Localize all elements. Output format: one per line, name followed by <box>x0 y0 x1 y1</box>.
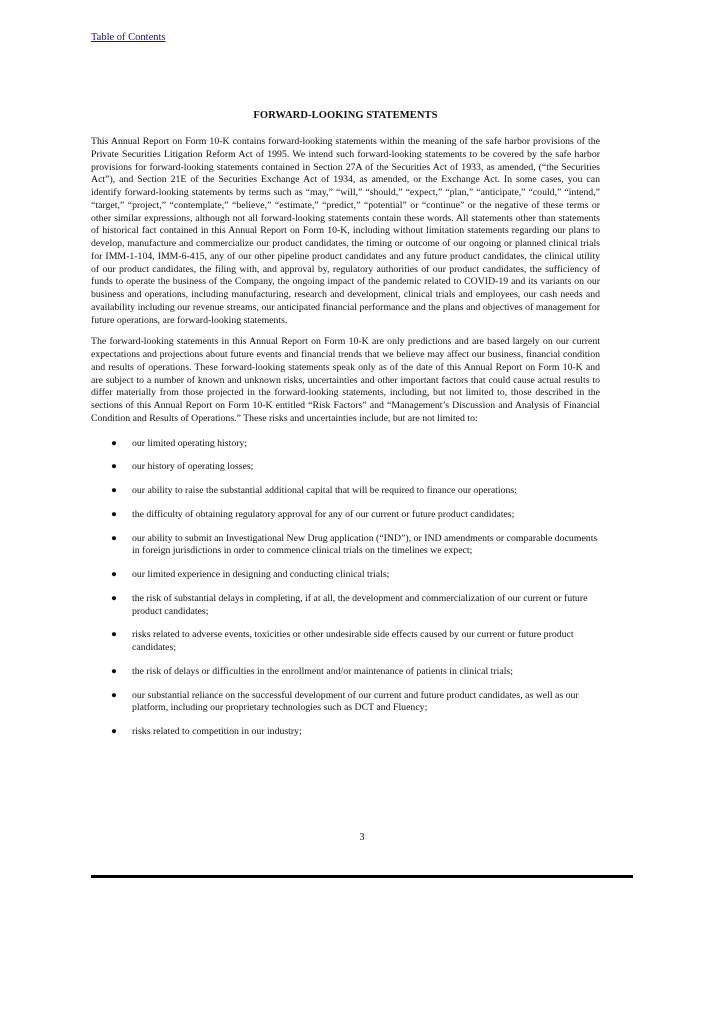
table-of-contents-link[interactable]: Table of Contents <box>91 32 166 43</box>
list-item-text: risks related to competition in our industry; <box>132 726 302 737</box>
list-item-text: risks related to adverse events, toxicities or other undesirable side effects caused by our current or future product candidates; <box>132 629 574 653</box>
list-item <box>91 593 600 619</box>
bullet-icon: ● <box>111 569 117 580</box>
section-heading: FORWARD-LOOKING STATEMENTS <box>253 110 438 121</box>
list-item-text: the risk of substantial delays in completing, if at all, the development and commercialization of our current or future product candidates; <box>132 592 588 617</box>
list-item <box>91 509 600 522</box>
list-item <box>91 690 600 716</box>
document-body <box>91 110 600 750</box>
list-item <box>91 569 600 582</box>
list-item-text: the difficulty of obtaining regulatory approval for any of our current or future product candidates; <box>132 508 515 520</box>
list-item-text: our history of operating losses; <box>132 461 254 473</box>
list-item <box>91 533 600 559</box>
risk-list <box>91 438 600 739</box>
bullet-icon: ● <box>111 689 117 701</box>
list-item-text: our limited experience in designing and conducting clinical trials; <box>132 569 390 580</box>
page-divider <box>91 875 633 878</box>
list-item-text: the risk of delays or difficulties in the enrollment and/or maintenance of patients in clinical trials; <box>132 665 513 677</box>
bullet-icon: ● <box>111 532 117 544</box>
bullet-icon: ● <box>111 629 117 641</box>
risks-paragraph: The forward-looking statements in this Annual Report on Form 10-K are only predictions and are based largely on our current expectations and projections about future events and financial trends that we believe may affect our business, financial condition and results of operations. These forward-looking statements speak only as of the date of this Annual Report on Form 10-K and are subject to a number of known and unknown risks, uncertainties and other important factors that could cause actual results to differ materially from those projected in the forward-looking statements, including, but not limited to, those described in the sections of this Annual Report on Form 10-K entitled “Risk Factors” and “Management’s Discussion and Analysis of Financial Condition and Results of Operations.” These risks and uncertainties include, but are not limited to: <box>91 336 600 424</box>
list-item <box>91 461 600 474</box>
list-item <box>91 485 600 498</box>
list-item <box>91 726 600 739</box>
intro-paragraph: This Annual Report on Form 10-K contains forward-looking statements within the meaning of the safe harbor provisions of the Private Securities Litigation Reform Act of 1995. We intend such forward-looking statements to be covered by the safe harbor provisions for forward-looking statements contained in Section 27A of the Securities Act of 1933, as amended, (“the Securities Act”), and Section 21E of the Securities Exchange Act of 1934, as amended, or the Exchange Act. In some cases, you can identify forward-looking statements by terms such as “may,” “will,” “should,” “expect,” “plan,” “anticipate,” “could,” “intend,” “target,” “project,” “contemplate,” “believe,” “estimate,” “predict,” “potential” or “continue” or the negative of these terms or other similar expressions, although not all forward-looking statements contain these words. All statements other than statements of historical fact contained in this Annual Report on Form 10-K, including without limitation statements regarding our plans to develop, manufacture and commercialize our product candidates, the timing or outcome of our ongoing or planned clinical trials for IMM-1-104, IMM-6-415, any of our other pipeline product candidates and any future product candidates, the clinical utility of our product candidates, the filing with, and approval by, regulatory authorities of our product candidates, the sufficiency of funds to operate the business of the Company, the ongoing impact of the pandemic related to COVID-19 and its variants on our business and operations, including manufacturing, research and development, clinical trials and employees, our cash needs and availability including our revenue streams, our anticipated financial performance and the plans and objectives of management for future operations, are forward-looking statements. <box>91 136 600 326</box>
list-item <box>91 629 600 655</box>
list-item-text: our limited operating history; <box>132 437 248 449</box>
list-item <box>91 438 600 451</box>
bullet-icon: ● <box>111 437 117 449</box>
bullet-icon: ● <box>111 461 117 473</box>
bullet-icon: ● <box>111 508 117 520</box>
list-item <box>91 666 600 679</box>
bullet-icon: ● <box>111 665 117 677</box>
list-item-text: our ability to raise the substantial additional capital that will be required to finance our operations; <box>132 485 517 496</box>
bullet-icon: ● <box>111 726 117 737</box>
list-item-text: our substantial reliance on the successful development of our current and future product candidates, as well as our platform, including our proprietary technologies such as DCT and Fluency; <box>132 689 579 714</box>
page-number: 3 <box>359 832 365 843</box>
bullet-icon: ● <box>111 592 117 604</box>
list-item-text: our ability to submit an Investigational New Drug application (“IND”), or IND amendments or comparable documents in foreign jurisdictions in order to commence clinical trials on the timelines we expect; <box>132 532 598 557</box>
bullet-icon: ● <box>111 485 117 496</box>
